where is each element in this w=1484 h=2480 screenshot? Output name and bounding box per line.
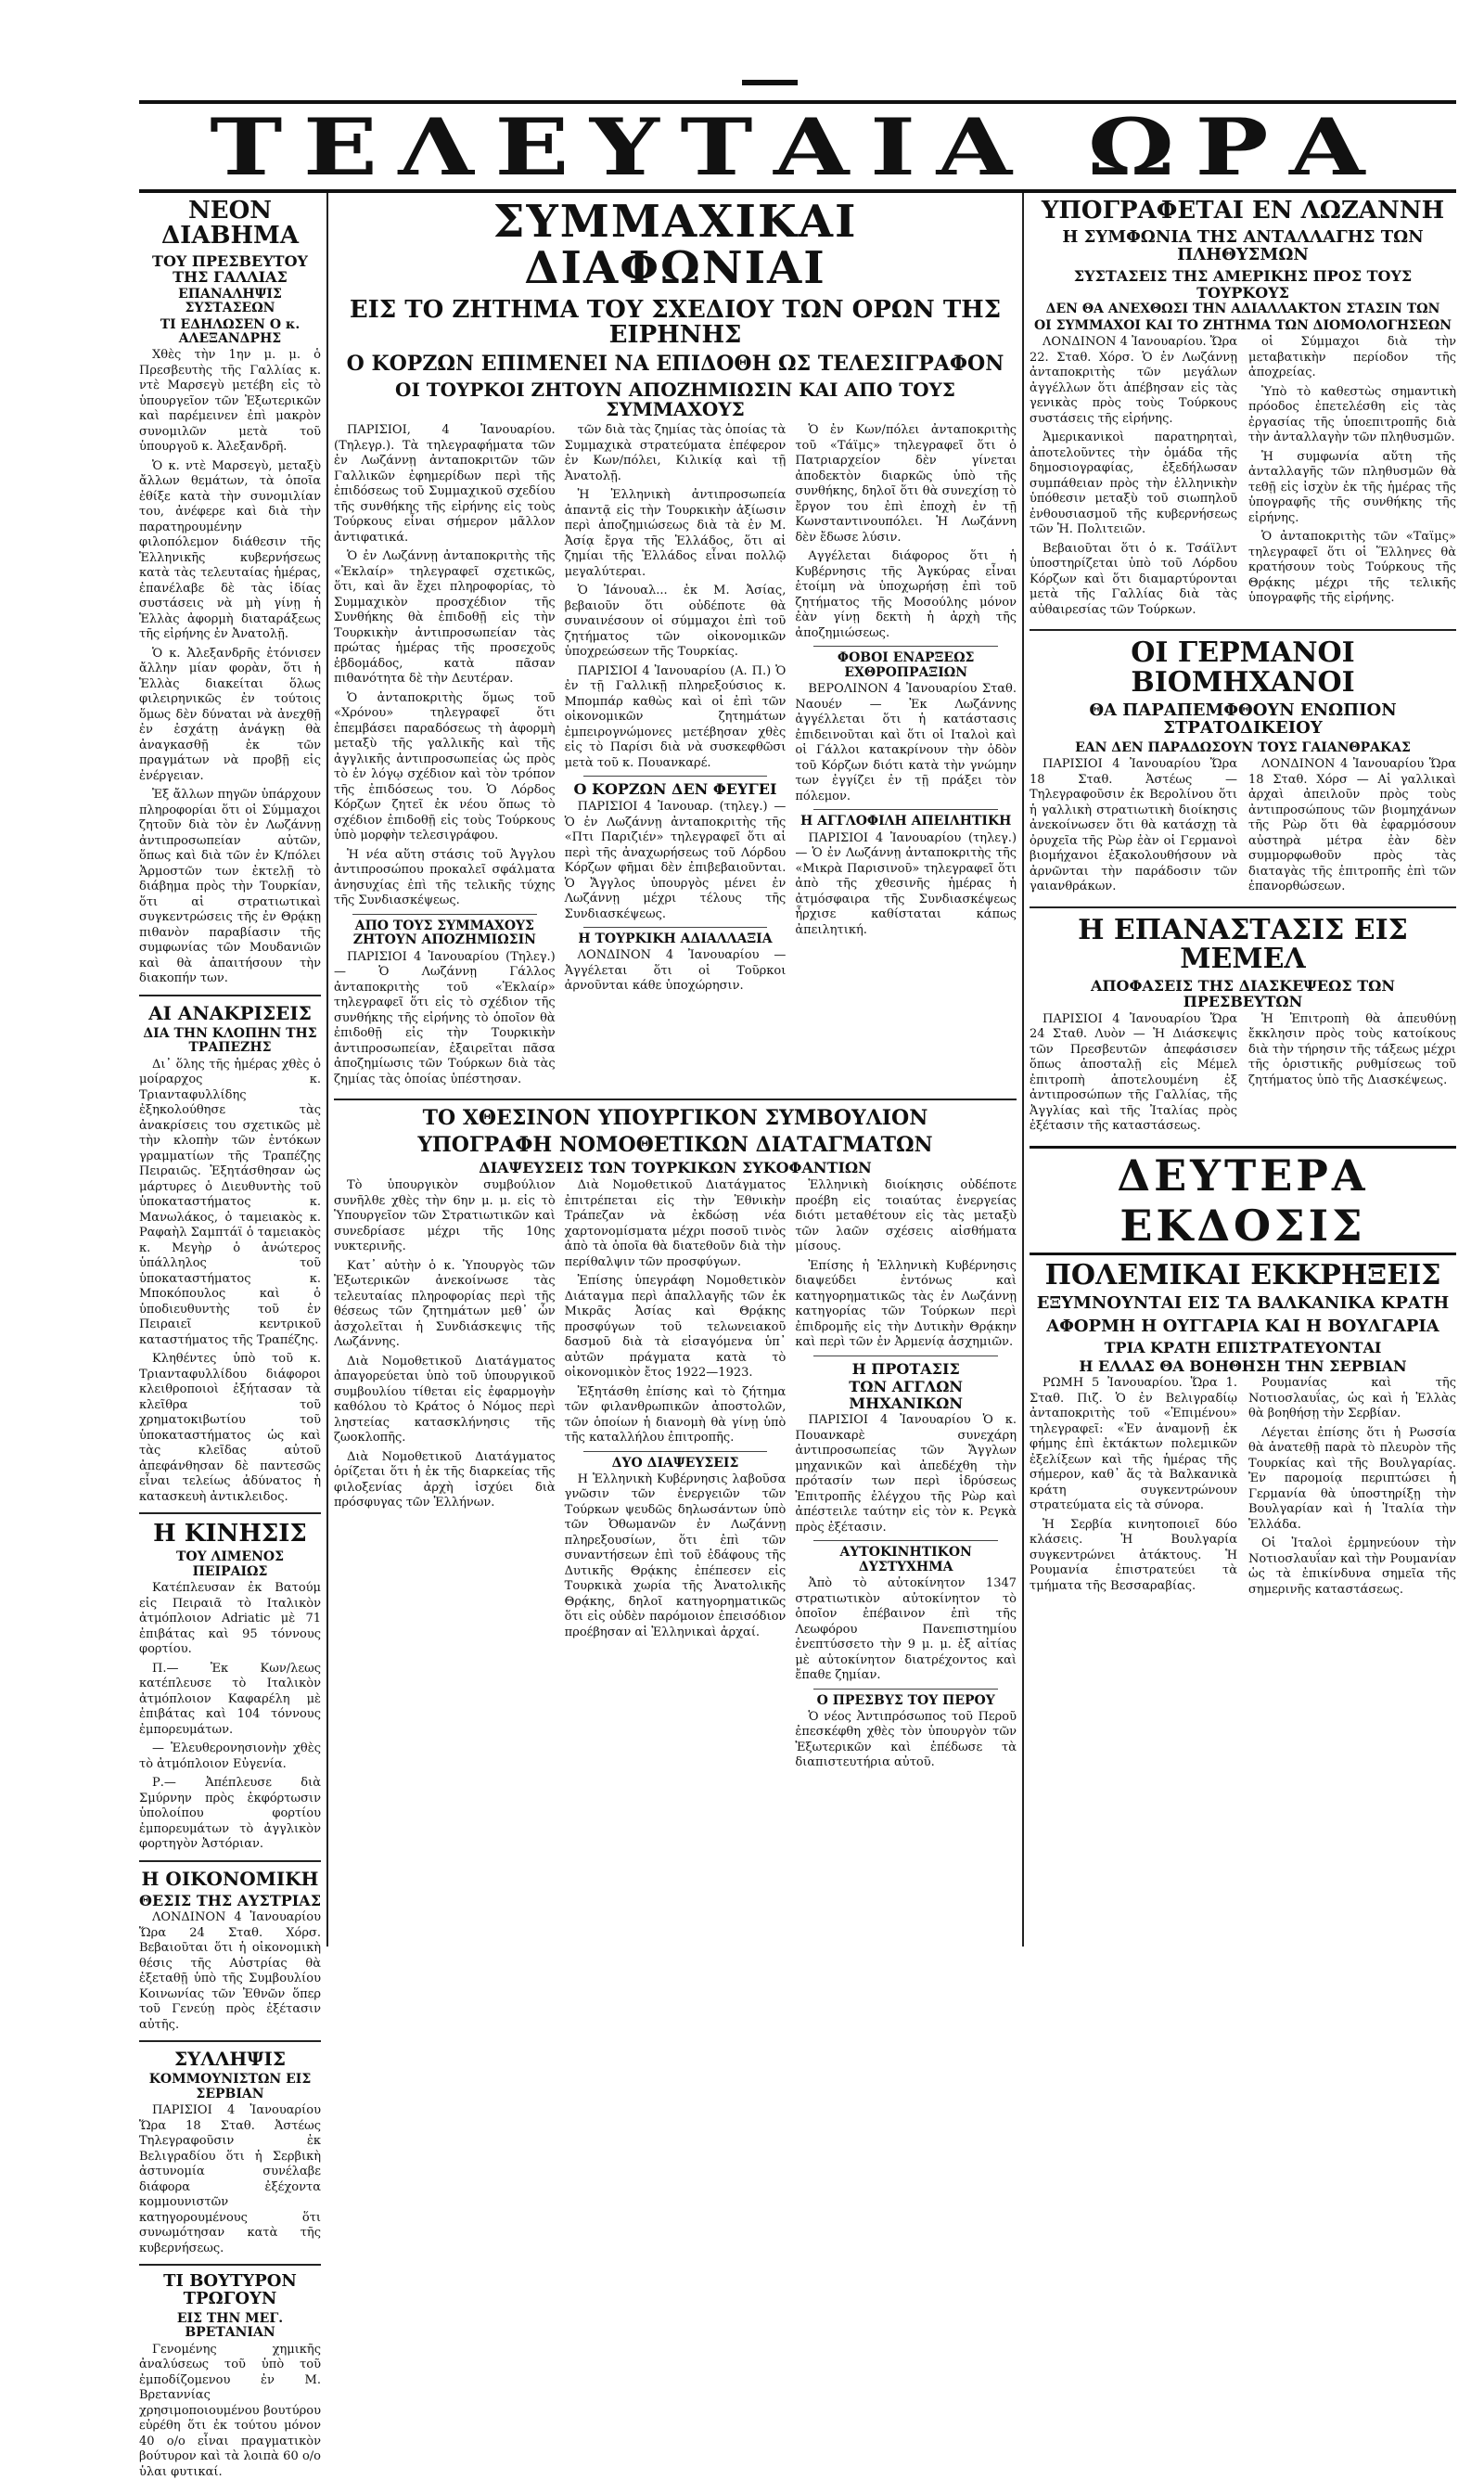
paragraph: Κατέπλευσαν ἐκ Βατούμ εἰς Πειραιᾶ τὸ Ιταλικὸν ἀτμόπλοιον Adriatic μὲ 71 ἐπιβάτας καὶ 95 τόννους φορτίου.: [139, 1581, 321, 1657]
subheadline: ΟΙ ΣΥΜΜΑΧΟΙ ΚΑΙ ΤΟ ΖΗΤΗΜΑ ΤΩΝ ΔΙΟΜΟΛΟΓΗΣΕΩΝ: [1033, 317, 1452, 333]
paragraph: ΠΑΡΙΣΙΟΙ 4 Ἰανουαρίου Ὥρα 18 Σταθ. Ἀστέως Τηλεγραφοῦσιν ἐκ Βελιγραδίου ὅτι ἡ Σερβικὴ ἀστυνομία συνέλαβε διάφορα ἐξέχοντα κομμουνιστῶν κατηγορουμένους ὅτι συνωμότησαν κατὰ τῆς κυβερνήσεως.: [139, 2103, 321, 2255]
headline: ΑΙ ΑΝΑΚΡΙΣΕΙΣ: [148, 1001, 312, 1024]
column-rule: [1022, 193, 1024, 1947]
paragraph: Γενομένης χημικῆς ἀναλύσεως τοῦ ὑπὸ τοῦ ἐμποδίζομενου ἐν Μ. Βρεταννίας χρησιμοποιουμένου βουτύρου εὑρέθη ὅτι ἐκ τούτου μόνον 40 ο/ο εἶναι πραγματικὸν βούτυρον καὶ τὰ λοιπὰ 60 ο/ο ὑλαι φυτικαί.: [139, 2342, 321, 2479]
paragraph: οἱ Σύμμαχοι διὰ τὴν μεταβατικὴν περίοδον τῆς ἀποχρείας.: [1248, 335, 1456, 380]
divider: [139, 1512, 321, 1514]
paragraph: Λέγεται ἐπίσης ὅτι ἡ Ρωσσία θὰ ἀνατεθῇ παρὰ τὸ πλευρὸν τῆς Τουρκίας καὶ τῆς Βουλγαρίας. Ἐν παρομοίᾳ περιπτώσει ἡ Γερμανία θὰ ὑποστηρίξῃ τὴν Βουλγαρίαν καὶ ἡ Ἰταλία τὴν Ἑλλάδα.: [1248, 1425, 1456, 1532]
subheadline: ΤΙ ΕΔΗΛΩΣΕΝ Ο κ. ΑΛΕΞΑΝΔΡΗΣ: [160, 316, 301, 346]
divider: [813, 1540, 998, 1541]
paragraph: Ὁ ἀνταποκριτὴς ὅμως τοῦ «Χρόνου» τηλεγραφεῖ ὅτι ἐπεμβάσει παραδόσεως τὴ ἀφορμὴ μεταξὺ τῆς γαλλικῆς καὶ τῆς ἀγγλικῆς ἀντιπροσωπείας ὡς πρὸς τὸ ἐν λόγῳ σχέδιον καὶ τὸν τρόπον τῆς ἐπιδόσεως του. Ὁ Λόρδος Κόρζων ζητεῖ ἐκ νέου ὅπως τὸ σχέδιον ἐπιδοθῇ εἰς τοὺς Τούρκους ὑπὸ μορφὴν τελεσιγράφου.: [334, 690, 556, 843]
paragraph: ΠΑΡΙΣΙΟΙ 4 Ἰανουαρ. (τηλεγ.) — Ὁ ἐν Λωζάννῃ ἀνταποκριτὴς τῆς «Πτι Παριζιέν» τηλεγραφεῖ ὅτι αἱ περὶ τῆς ἀναχωρήσεως τοῦ Λόρδου Κόρζων φῆμαι δὲν ἐπιβεβαιοῦνται. Ὁ Ἄγγλος ὑπουργὸς μένει ἐν Λωζάννῃ μέχρι τέλους τῆς Συνδιασκέψεως.: [564, 800, 787, 921]
paragraph: Κληθέντες ὑπὸ τοῦ κ. Τριανταφυλλίδου διάφοροι κλειθροποιοὶ ἐξήτασαν τὰ κλεῖθρα τοῦ χρηματοκιβωτίου τοῦ ὑποκαταστήματος ὡς καὶ τὰς κλεῖδας αὐτοῦ ἀπεφάνθησαν δὲ παντεσῶς εἶναι τελείως ἀδύνατος ἡ κατασκευὴ ἀντικλειδος.: [139, 1352, 321, 1504]
paragraph: Ὁ νέος Ἀντιπρόσωπος τοῦ Περοῦ ἐπεσκέφθη χθὲς τὸν ὑπουργὸν τῶν Ἐξωτερικῶν καὶ ἐπέδωσε τὰ διαπιστευτήρια αὐτοῦ.: [795, 1709, 1017, 1770]
divider: [334, 1099, 1017, 1100]
headline: ΟΙ ΓΕΡΜΑΝΟΙ ΒΙΟΜΗΧΑΝΟΙ: [1131, 636, 1355, 699]
paragraph: Ἀμερικανικοὶ παρατηρηταὶ, ἀποτελοῦντες τὴν ὁμάδα τῆς δημοσιογραφίας, ἐξεδήλωσαν συμπάθειαν πρὸς τὴν ἑλληνικὴν ὑπόθεσιν μεταξὺ τοῦ σιωπηλοῦ ἐνθουσιασμοῦ τῆς κυβερνήσεως τῶν Ἡ. Πολιτειῶν.: [1030, 430, 1237, 537]
paragraph: Ἐξ ἄλλων πηγῶν ὑπάρχουν πληροφορίαι ὅτι οἱ Σύμμαχοι ζητοῦν διὰ τὸν ἐν Λωζάννῃ ἀντιπροσωπείαν αὐτῶν, ὅπως καὶ διὰ τῶν ἐν Κ/πόλει Ἁρμοστῶν των ἐκτελῇ τὸ διάβημα πρὸς τὴν Τουρκίαν, ὅτι αἱ στρατιωτικαὶ συγκεντρώσεις τῆς ἐν Θρᾴκῃ πιθανὸν παραβίασιν τῆς συμφωνίας τῶν Μουδανιῶν καὶ θὰ ἀπαιτήσουν τὴν διακοπήν των.: [139, 788, 321, 986]
paragraph: ΠΑΡΙΣΙΟΙ 4 Ἰανουαρίου (Α. Π.) Ὁ ἐν τῇ Γαλλικῇ πληρεξούσιος κ. Μπομπάρ καθὼς καὶ οἱ ἐπὶ τῶν οἰκονομικῶν ζητημάτων ἐμπειρογνώμονες μετέβησαν χθὲς εἰς τὸ Παρίσι διὰ νὰ συσκεφθῶσι μετὰ τοῦ κ. Πουανκαρέ.: [564, 663, 787, 770]
paragraph: ΠΑΡΙΣΙΟΙ 4 Ἰανουαρίου Ὥρα 24 Σταθ. Λυὸν — Ἡ Διάσκεψις τῶν Πρεσβευτῶν ἀπεφάσισεν ὅπως ἀποσταλῇ εἰς Μέμελ ἐπιτροπὴ ἀποτελουμένη ἐξ ἀντιπροσώπων τῆς Γαλλίας, τῆς Ἀγγλίας καὶ τῆς Ἰταλίας πρὸς ἐξέτασιν τῆς καταστάσεως.: [1030, 1011, 1237, 1134]
divider: [139, 995, 321, 996]
paragraph: Ὁ ἐν Κων/πόλει ἀνταποκριτὴς τοῦ «Τάϊμς» τηλεγραφεῖ ὅτι ὁ Πατριαρχείον δὲν γίνεται ἀποδεκτὸν διαρκῶς ὑπὸ τῆς συνθήκης, δηλοῖ ὅτι θὰ συνεχίσῃ τὸ ἔργον του ἐπὶ ἐποχὴ ἐν τῇ Κωνσταντινουπόλει. Ἡ Λωζάννη δὲν ἔδωσε λύσιν.: [795, 423, 1017, 545]
headline: Η ΑΓΓΛΟΦΙΛΗ ΑΠΕΙΛΗΤΙΚΗ: [800, 814, 1012, 829]
paragraph: — Ἐλευθερονησιονὴν χθὲς τὸ ἀτμόπλοιον Εὐγενία.: [139, 1741, 321, 1771]
paragraph: Ἐπίσης ὑπεγράφη Νομοθετικὸν Διάταγμα περὶ ἀπαλλαγῆς τῶν ἐκ Μικρᾶς Ἀσίας καὶ Θρᾴκης προσφύγων τοῦ τελωνειακοῦ δασμοῦ διὰ τὰ εἰσαγόμενα ὑπ᾽ αὐτῶν πράγματα κατὰ τὸ οἰκονομικὸν ἔτος 1922—1923.: [564, 1274, 787, 1381]
lead-headline: ΣΥΜΜΑΧΙΚΑΙ ΔΙΑΦΩΝΙΑΙ: [493, 196, 858, 295]
divider: [583, 927, 768, 928]
paragraph: Ἡ Ἑλληνικὴ ἀντιπροσωπεία ἀπαντᾷ εἰς τὴν Τουρκικὴν ἀξίωσιν περὶ ἀποζημιώσεως διὰ τὰ ἐν Μ. Ἀσίᾳ ἔργα τῆς Ἑλλάδος, ὅτι αἱ ζημίαι τῆς Ἑλλάδος εἶναι πολλῷ μεγαλύτεραι.: [564, 488, 787, 579]
headline: ΤΟ ΧΘΕΣΙΝΟΝ ΥΠΟΥΡΓΙΚΟΝ ΣΥΜΒΟΥΛΙΟΝ: [422, 1106, 928, 1131]
right-column: [1030, 193, 1456, 1947]
paragraph: Διὰ Νομοθετικοῦ Διατάγματος ἐπιτρέπεται εἰς τὴν Ἐθνικὴν Τράπεζαν νὰ ἐκδώσῃ νέα χαρτονομίσματα μέχρι ποσοῦ τινὸς ἀπὸ τὰ ὁποῖα θὰ διατεθοῦν διὰ τὴν περίθαλψιν τῶν προσφύγων.: [564, 1178, 787, 1269]
paragraph: Ρουμανίας καὶ τῆς Νοτιοσλαυΐας, ὡς καὶ ἡ Ἑλλὰς θὰ βοηθήσῃ τὴν Σερβίαν.: [1248, 1376, 1456, 1421]
headline: Η ΠΡΟΤΑΣΙΣ: [851, 1359, 960, 1378]
divider: [583, 776, 768, 777]
paragraph: Δι᾽ ὅλης τῆς ἡμέρας χθὲς ὁ μοίραρχος κ. Τριανταφυλλίδης ἐξηκολούθησε τὰς ἀνακρίσεις του σχετικῶς μὲ τὴν κλοπὴν τῶν ἐντόκων γραμματίων τῆς Τραπέζης Πειραιῶς. Ἐξητάσθησαν ὡς μάρτυρες ὁ Διευθυντὴς τοῦ ὑποκαταστήματος κ. Μανωλάκος, ὁ ταμειακὸς κ. Ραφαὴλ Σαμπτάϊ ὁ ταμειακὸς κ. Μεγὴρ ὁ ἀνώτερος ὑπάλληλος τοῦ ὑποκαταστήματος κ. Μποκόπουλος καὶ ὁ ὑποδιευθυντὴς τοῦ ἐν Πειραιεῖ κεντρικοῦ καταστήματος τῆς Τραπέζης.: [139, 1057, 321, 1347]
paragraph: ΒΕΡΟΛΙΝΟΝ 4 Ἰανουαρίου Σταθ. Ναουέν — Ἐκ Λωζάννης ἀγγέλλεται ὅτι ἡ κατάστασις ἐπιδεινοῦται καὶ ὅτι οἱ Ιταλοὶ καὶ οἱ Γάλλοι κατακρίνουν τὴν ὁδὸν τοῦ Κόρζων διότι κατὰ τὴν γνώμην των ἐγγίζει ἐν τῇ πράξει τὸν πόλεμον.: [795, 682, 1017, 803]
subheadline: ΑΠΟΦΑΣΕΙΣ ΤΗΣ ΔΙΑΣΚΕΨΕΩΣ ΤΩΝ ΠΡΕΣΒΕΥΤΩΝ: [1090, 976, 1396, 1011]
subheadline: ΚΟΜΜΟΥΝΙΣΤΩΝ ΕΙΣ ΣΕΡΒΙΑΝ: [148, 2072, 312, 2101]
paragraph: Ὁ κ. ντὲ Μαρσεγὺ, μεταξὺ ἄλλων θεμάτων, τὰ ὁποῖα ἐθίξε κατὰ τὴν συνομιλίαν του, ἀνέφερε καὶ διὰ τὴν παρατηρουμένην φιλοπόλεμον διάθεσιν τῆς Ἑλληνικῆς κυβερνήσεως κατὰ τὰς τελευταίας ἡμέρας, ἐπανέλαβε δὲ τὰς ἰδίας συστάσεις νὰ μὴ γίνῃ ἡ Ἑλλὰς ἀφορμὴ διαταράξεως τῆς εἰρήνης ἐν Ἀνατολῇ.: [139, 458, 321, 642]
divider: [583, 1451, 768, 1452]
story-body: [1030, 1376, 1456, 1601]
divider: [813, 646, 998, 647]
subheadline: ΤΟΥ ΠΡΕΣΒΕΥΤΟΥ ΤΗΣ ΓΑΛΛΙΑΣ: [152, 251, 308, 287]
paragraph: ΛΟΝΔΙΝΟΝ 4 Ἰανουαρίου — Ἀγγέλεται ὅτι οἱ Τοῦρκοι ἀρνοῦνται κάθε ὑποχώρησιν.: [564, 948, 787, 994]
lead-story-body: [334, 423, 1017, 1091]
council-story-body: [334, 1178, 1017, 1775]
subheadline: ΕΙΣ ΤΗΝ ΜΕΓ. ΒΡΕΤΑΝΙΑΝ: [176, 2310, 284, 2341]
headline: Η ΚΙΝΗΣΙΣ: [153, 1520, 307, 1548]
headline: ΥΠΟΓΡΑΦΕΤΑΙ ΕΝ ΛΩΖΑΝΝΗ: [1041, 197, 1445, 225]
headline: Η ΟΙΚΟΝΟΜΙΚΗ: [141, 1867, 319, 1890]
paragraph: Ἡ νέα αὕτη στάσις τοῦ Ἀγγλου ἀντιπροσώπου προκαλεῖ σφάλματα ἀνησυχίας ἐπὶ τῆς τελικῆς τύχης τῆς Συνδιασκέψεως.: [334, 847, 556, 908]
divider: [139, 2264, 321, 2266]
paragraph: Π.— Ἐκ Κων/λεως κατέπλευσε τὸ Ιταλικὸν ἀτμόπλοιον Καφαρέλη μὲ ἐπιβάτας καὶ 104 τόννους ἐμπορευμάτων.: [139, 1661, 321, 1737]
subheadline: ΘΑ ΠΑΡΑΠΕΜΦΘΟΥΝ ΕΝΩΠΙΟΝ ΣΤΡΑΤΟΔΙΚΕΙΟΥ: [1089, 700, 1397, 738]
newspaper-title: ΤΕΛΕΥΤΑΙΑ ΩΡΑ: [210, 100, 1386, 193]
subheadline: ΤΡΙΑ ΚΡΑΤΗ ΕΠΙΣΤΡΑΤΕΥΟΝΤΑΙ: [1104, 1339, 1382, 1357]
paragraph: Διὰ Νομοθετικοῦ Διατάγματος ὁρίζεται ὅτι ἡ ἐκ τῆς διαρκείας τῆς φιλοξενίας ἀρχὴ ἰσχύει διὰ πρόσφυγας τῶν Ἑλλήνων.: [334, 1449, 556, 1510]
subheadline: ΤΟΥ ΛΙΜΕΝΟΣ ΠΕΙΡΑΙΩΣ: [176, 1549, 284, 1579]
paragraph: Ἀπὸ τὸ αὐτοκίνητον 1347 στρατιωτικὸν αὐτοκίνητον τὸ ὁποῖον ἐπέβαινον ἐπὶ τῆς Λεωφόρου Πανεπιστημίου ἐνεπτύσσετο τὴν 9 μ. μ. ἐξ αἰτίας μὲ αὐτοκίνητον διατρέχοντος καὶ ἔπαθε ζημίαν.: [795, 1576, 1017, 1683]
divider: [352, 914, 537, 915]
paragraph: Ἡ Ἐπιτροπὴ θὰ ἀπευθύνῃ ἔκκλησιν πρὸς τοὺς κατοίκους διὰ τὴν τήρησιν τῆς τάξεως μέχρι τῆς ὁριστικῆς ρυθμίσεως τοῦ ζητήματος ὑπὸ τῆς Διασκέψεως.: [1248, 1011, 1456, 1087]
divider: [813, 809, 998, 810]
subheadline: ΑΦΟΡΜΗ Η ΟΥΓΓΑΡΙΑ ΚΑΙ Η ΒΟΥΛΓΑΡΙΑ: [1046, 1317, 1439, 1337]
headline: ΣΥΛΛΗΨΙΣ: [173, 2048, 287, 2071]
paragraph: Ὁ ἐν Λωζάννῃ ἀνταποκριτὴς τῆς «Ἐκλαίρ» τηλεγραφεῖ σχετικῶς, ὅτι, καὶ ἂν ἔχει πληροφορίας, τὸ Συμμαχικὸν προσχέδιον τῆς Συνθήκης θὰ ἐπιδοθῇ εἰς τὴν Τουρκικὴν ἀντιπροσωπείαν τὰς πρώτας ἡμέρας τῆς προσεχοῦς ἑβδομάδος, κατὰ πᾶσαν πιθανότητα δὲ τὴν Δευτέραν.: [334, 549, 556, 687]
paragraph: Η Ἑλληνικὴ Κυβέρνησις λαβοῦσα γνῶσιν τῶν ἐνεργειῶν τῶν Τούρκων ψευδῶς δηλωσάντων ὑπὸ τῶν Ὀθωμανῶν ἐν Λωζάννῃ πληρεξουσίων, ὅτι ἐπὶ τῶν συναντήσεων ἐπὶ τοῦ ἐδάφους τῆς Δυτικῆς Θρᾴκης ἐπέπεσεν εἰς Τουρκικὰ χωρία τῆς Ἀνατολικῆς Θρᾴκης, δηλοῖ κατηγορηματικῶς ὅτι εἰς οὐδὲν παρόμοιον ἐπεισόδιον προέβησαν αἱ Ἑλληνικαὶ ἀρχαί.: [564, 1471, 787, 1639]
headline: ΠΟΛΕΜΙΚΑΙ ΕΚΚΡΗΞΕΙΣ: [1044, 1258, 1441, 1291]
paragraph: Ἡ συμφωνία αὕτη τῆς ἀνταλλαγῆς τῶν πληθυσμῶν θὰ τεθῇ εἰς ἰσχὺν ἐκ τῆς ἡμέρας τῆς ὑπογραφῆς τῆς συνθήκης τῆς εἰρήνης.: [1248, 449, 1456, 525]
paragraph: ΛΟΝΔΙΝΟΝ 4 Ἰανουαρίου Ὥρα 24 Σταθ. Χόρσ. Βεβαιοῦται ὅτι ἡ οἰκονομικὴ θέσις τῆς Αὐστρίας θὰ ἐξεταθῇ ὑπὸ τῆς Συμβουλίου Κοινωνίας τῶν Ἐθνῶν ὅπερ τοῦ Γενεύῃ πρὸς ἐξέτασιν αὐτῆς.: [139, 1910, 321, 2032]
headline: ΔΥΟ ΔΙΑΨΕΥΣΕΙΣ: [611, 1455, 739, 1471]
subheadline: ΤΩΝ ΑΓΓΛΩΝ ΜΗΧΑΝΙΚΩΝ: [849, 1378, 964, 1412]
story-body: [1030, 757, 1456, 899]
paragraph: Οἱ Ἰταλοὶ ἐρμηνεύουν τὴν Νοτιοσλαυΐαν καὶ τὴν Ρουμανίαν ὡς τὰ ἐπικίνδυνα σημεῖα τῆς σημερινῆς καταστάσεως.: [1248, 1536, 1456, 1597]
headline: ΑΠΟ ΤΟΥΣ ΣΥΜΜΑΧΟΥΣ ΖΗΤΟΥΝ ΑΠΟΖΗΜΙΩΣΙΝ: [352, 918, 536, 948]
paragraph: ΡΩΜΗ 5 Ἰανουαρίου. Ὥρα 1. Σταθ. Πιζ. Ὁ ἐν Βελιγραδίῳ ἀνταποκριτὴς τοῦ «Ἐπιμένου» τηλεγραφεῖ: «Ἐν ἀναμονῇ ἐκ φήμης ἐπὶ ἐκτάκτων πολεμικῶν ἐξελίξεων καὶ τῆς ἡμέρας τῆς σήμερον, καθ᾽ ἅς τὰ Βαλκανικὰ κράτη συγκεντρώνουν στρατεύματα εἰς τὰ σύνορα.: [1030, 1376, 1237, 1513]
paragraph: ΛΟΝΔΙΝΟΝ 4 Ἰανουαρίου. Ὥρα 22. Σταθ. Χόρσ. Ὁ ἐν Λωζάννῃ ἀνταποκριτὴς τῶν μεγάλων ἀγγέλλων ὅτι ἀπέβησαν εἰς τὰς γενικὰς πρὸς τοὺς Τούρκους συστάσεις τῆς εἰρήνης.: [1030, 335, 1237, 426]
paragraph: Ἐξητάσθη ἐπίσης καὶ τὸ ζήτημα τῶν φιλανθρωπικῶν ἀποστολῶν, τῶν ὁποίων ἡ διανομὴ θὰ γίνῃ ὑπὸ τῆς καταλλήλου ἐπιτροπῆς.: [564, 1384, 787, 1446]
divider: [1030, 906, 1456, 908]
subheadline: ΔΙΑ ΤΗΝ ΚΛΟΠΗΝ ΤΗΣ ΤΡΑΠΕΖΗΣ: [143, 1025, 317, 1056]
center-column: [334, 193, 1017, 1947]
masthead: [139, 100, 1456, 193]
left-column: [139, 193, 322, 2479]
subheadline: ΕΠΑΝΑΛΗΨΙΣ ΣΥΣΤΑΣΕΩΝ: [178, 286, 282, 316]
paragraph: Κατ᾽ αὐτὴν ὁ κ. Ὑπουργὸς τῶν Ἐξωτερικῶν ἀνεκοίνωσε τὰς τελευταίας πληροφορίας περὶ τῆς θέσεως τῶν ζητημάτων μεθ᾽ ὧν ἀσχολεῖται ἡ Συνδιάσκεψις τῆς Λωζάννης.: [334, 1258, 556, 1350]
paragraph: Διὰ Νομοθετικοῦ Διατάγματος ἀπαγορεύεται ὑπὸ τοῦ ὑπουργικοῦ συμβουλίου τίθεται εἰς ἐφαρμογὴν καθόλου τὸ Κράτος ὁ Νόμος περὶ ληστείας κατασκλήνησις τῆς ζωοκλοπῆς.: [334, 1354, 556, 1446]
paragraph: Ὁ ἀνταποκριτὴς τῶν «Ταϊμς» τηλεγραφεῖ ὅτι οἱ Ἕλληνες θὰ κρατήσουν τοὺς Τούρκους τῆς Θρᾴκης μέχρι τῆς τελικῆς ὑπογραφῆς τῆς εἰρήνης.: [1248, 530, 1456, 606]
subheadline: Ο ΚΟΡΖΩΝ ΕΠΙΜΕΝΕΙ ΝΑ ΕΠΙΔΟΘΗ ΩΣ ΤΕΛΕΣΙΓΡΑΦΟΝ: [346, 352, 1004, 377]
subheadline: ΟΙ ΤΟΥΡΚΟΙ ΖΗΤΟΥΝ ΑΠΟΖΗΜΙΩΣΙΝ ΚΑΙ ΑΠΟ ΤΟΥΣ ΣΥΜΜΑΧΟΥΣ: [395, 379, 955, 421]
paragraph: Ὁ κ. Ἀλεξανδρῆς ἐτόνισεν ἄλλην μίαν φορὰν, ὅτι ἡ Ἑλλὰς διακείται ὅλως φιλειρηνικῶς ἐν τούτοις ὅμως δὲν δύναται νὰ ἀνεχθῇ ἐν ἐσχάτῃ ἀνάγκῃ θὰ ἀναγκασθῇ ἐκ τῶν πραγμάτων νὰ προβῇ εἰς ἐνέργειαν.: [139, 646, 321, 783]
paragraph: Αγγέλεται διάφορος ὅτι ἡ Κυβέρνησις τῆς Ἀγκύρας εἶναι ἑτοίμη νὰ ὑποχωρήσῃ ἐπὶ τοῦ ζητήματος τῆς Μοσούλης μόνον ἐὰν γίνῃ δεκτὴ ἡ ἀρχὴ τῆς ἀποζημιώσεως.: [795, 549, 1017, 640]
paragraph: Ἐπίσης ἡ Ἑλληνικὴ Κυβέρνησις διαψεύδει ἐντόνως καὶ κατηγορηματικῶς τὰς ἐν Λωζάννῃ κατηγορίας τῶν Τούρκων περὶ ἐπιδρομῆς εἰς τὴν Δυτικὴν Θρᾴκην καὶ περὶ τῶν ἐν Ἀρμενίᾳ ἀσχημιῶν.: [795, 1258, 1017, 1350]
subheadline: ΕΙΣ ΤΟ ΖΗΤΗΜΑ ΤΟΥ ΣΧΕΔΙΟΥ ΤΩΝ ΟΡΩΝ ΤΗΣ ΕΙΡΗΝΗΣ: [349, 295, 1002, 350]
paragraph: Ἑλληνικὴ διοίκησις οὐδέποτε προέβη εἰς τοιαύτας ἐνεργείας διότι μεταθέτουν εἰς τὰς μεταξὺ τῶν λαῶν σχέσεις αἰσθήματα μίσους.: [795, 1178, 1017, 1254]
paragraph: Χθὲς τὴν 1ην μ. μ. ὁ Πρεσβευτὴς τῆς Γαλλίας κ. ντὲ Μαρσεγὺ μετέβη εἰς τὸ ὑπουργεῖον τῶν Ἐξωτερικῶν καὶ παρέμεινεν ἐπὶ μακρὸν συνομιλῶν μετὰ τοῦ ὑπουργοῦ κ. Ἀλεξανδρῆ.: [139, 348, 321, 455]
subheadline: ΔΕΝ ΘΑ ΑΝΕΧΘΩΣΙ ΤΗΝ ΑΔΙΑΛΛΑΚΤΟΝ ΣΤΑΣΙΝ ΤΩΝ: [1045, 302, 1440, 317]
paragraph: τῶν διὰ τὰς ζημίας τὰς ὁποίας τὰ Συμμαχικὰ στρατεύματα ἐπέφερον ἐν Κων/πόλει, Κιλικίᾳ καὶ τῇ Ἀνατολῇ.: [564, 423, 787, 483]
divider: [139, 2040, 321, 2042]
story-body: [1030, 335, 1456, 622]
headline: Ο ΠΡΕΣΒΥΣ ΤΟΥ ΠΕΡΟΥ: [816, 1692, 995, 1708]
subheadline: ΘΕΣΙΣ ΤΗΣ ΑΥΣΤΡΙΑΣ: [139, 1891, 322, 1909]
subheadline: Η ΕΛΛΑΣ ΘΑ ΒΟΗΘΗΣΗ ΤΗΝ ΣΕΡΒΙΑΝ: [1079, 1356, 1407, 1375]
top-ornament: [742, 80, 798, 85]
headline: ΦΟΒΟΙ ΕΝΑΡΞΕΩΣ ΕΧΘΡΟΠΡΑΞΙΩΝ: [837, 650, 975, 680]
subheadline: ΥΠΟΓΡΑΦΗ ΝΟΜΟΘΕΤΙΚΩΝ ΔΙΑΤΑΓΜΑΤΩΝ: [417, 1133, 933, 1158]
paragraph: Ἡ Σερβία κινητοποιεῖ δύο κλάσεις. Ἡ Βουλγαρία συγκεντρώνει ἀτάκτους. Ἡ Ρουμανία ἐπιστρατεύει τὰ τμήματα τῆς Βεσσαραβίας.: [1030, 1517, 1237, 1593]
paragraph: Βεβαιοῦται ὅτι ὁ κ. Τσάϊλντ ὑποστηρίζεται ὑπὸ τοῦ Λόρδου Κόρζων καὶ ὅτι διαμαρτύρονται μετὰ τῆς Γαλλίας διὰ τὰς αὐθαιρεσίας τῶν Τούρκων.: [1030, 541, 1237, 617]
column-rule: [326, 193, 328, 1947]
headline: Η ΤΟΥΡΚΙΚΗ ΑΔΙΑΛΛΑΞΙΑ: [578, 932, 773, 947]
paragraph: ΠΑΡΙΣΙΟΙ, 4 Ἰανουαρίου. (Τηλεγρ.). Τὰ τηλεγραφήματα τῶν ἐν Λωζάννῃ ἀνταποκριτῶν τῶν Γαλλικῶν ἐφημερίδων περὶ τῆς ἐπιδόσεως τοῦ Συμμαχικοῦ σχεδίου τῆς συνθήκης τῆς εἰρήνης εἰς τοὺς Τούρκους εἶναι σήμερον μᾶλλον ἀντιφατικά.: [334, 423, 556, 545]
paragraph: ΠΑΡΙΣΙΟΙ 4 Ἰανουαρίου Ὥρα 18 Σταθ. Ἀστέως — Τηλεγραφοῦσιν ἐκ Βερολίνου ὅτι ἡ γαλλικὴ στρατιωτικὴ διοίκησις ἀνεκοίνωσεν ὅτι θὰ κατάσχῃ τὰ ὀρυχεῖα τῆς Ρὼρ ἐὰν οἱ Γερμανοὶ βιομήχανοι ἐξακολουθήσουν νὰ ἀρνῶνται τὴν παράδοσιν τῶν γαιανθράκων.: [1030, 757, 1237, 894]
headline: ΤΙ ΒΟΥΤΥΡΟΝ ΤΡΩΓΟΥΝ: [163, 2271, 297, 2308]
headline: ΝΕΟΝ ΔΙΑΒΗΜΑ: [160, 197, 299, 251]
divider: [139, 1860, 321, 1862]
subheadline: ΕΑΝ ΔΕΝ ΠΑΡΑΔΩΣΟΥΝ ΤΟΥΣ ΓΑΙΑΝΘΡΑΚΑΣ: [1075, 739, 1411, 755]
paragraph: Ρ.— Ἀπέπλευσε διὰ Σμύρνην πρὸς ἐκφόρτωσιν ὑπολοίπου φορτίου ἐμπορευμάτων τὸ ἀγγλικὸν φορτηγὸν Ἀστόριαν.: [139, 1776, 321, 1852]
divider: [1030, 629, 1456, 631]
subheadline: ΕΞΥΜΝΟΥΝΤΑΙ ΕΙΣ ΤΑ ΒΑΛΚΑΝΙΚΑ ΚΡΑΤΗ: [1036, 1293, 1450, 1314]
subheadline: ΣΥΣΤΑΣΕΙΣ ΤΗΣ ΑΜΕΡΙΚΗΣ ΠΡΟΣ ΤΟΥΣ ΤΟΥΡΚΟΥΣ: [1073, 267, 1413, 302]
headline: Ο ΚΟΡΖΩΝ ΔΕΝ ΦΕΥΓΕΙ: [573, 780, 777, 799]
subheadline: Η ΣΥΜΦΩΝΙΑ ΤΗΣ ΑΝΤΑΛΛΑΓΗΣ ΤΩΝ ΠΛΗΘΥΣΜΩΝ: [1062, 227, 1424, 265]
paragraph: ΠΑΡΙΣΙΟΙ 4 Ἰανουαρίου (Τηλεγ.) — Ὁ Λωζάννῃ Γάλλος ἀνταποκριτὴς τοῦ «Ἐκλαίρ» τηλεγραφεῖ ὅτι εἰς τὸ σχέδιον τῆς συνθήκης τῆς εἰρήνης τὸ ὁποῖον θὰ ἐπιδοθῇ εἰς τὴν Τουρκικὴν ἀντιπροσωπείαν, ἐξαιρεῖται πᾶσα ἀποζημίωσις τῶν Τούρκων διὰ τὰς ζημίας τὰς ὁποίας ὑπέστησαν.: [334, 949, 556, 1086]
second-edition-banner: ΔΕΥΤΕΡΑ ΕΚΔΟΣΙΣ: [1030, 1146, 1456, 1255]
story-body: [1030, 1012, 1456, 1138]
paragraph: Ὑπὸ τὸ καθεστὼς σημαντικὴ πρόοδος ἐπετελέσθη εἰς τὰς ἐργασίας τῆς ὑποεπιτροπῆς διὰ τὴν ἀνταλλαγὴν τῶν πληθυσμῶν.: [1248, 384, 1456, 445]
paragraph: ΠΑΡΙΣΙΟΙ 4 Ἰανουαρίου (τηλεγ.) — Ὁ ἐν Λωζάννῃ ἀνταποκριτὴς τῆς «Μικρὰ Παρισινοῦ» τηλεγραφεῖ ὅτι ἀπὸ τῆς χθεσινῆς ἡμέρας ἡ ἀτμόσφαιρα τῆς Συνδιασκέψεως ἦρχισε καθίσταται κάπως ἀπειλητική.: [795, 830, 1017, 937]
paragraph: Τὸ ὑπουργικὸν συμβούλιον συνῆλθε χθὲς τὴν 6ην μ. μ. εἰς τὸ Ὑπουργεῖον τῶν Στρατιωτικῶν καὶ συνεδρίασε μέχρι τῆς 10ης νυκτερινῆς.: [334, 1178, 556, 1254]
paragraph: Ὁ Ἰάνουαλ... ἐκ Μ. Ἀσίας, βεβαιοῦν ὅτι οὐδέποτε θὰ συναινέσουν οἱ σύμμαχοι ἐπὶ τοῦ ζητήματος τῶν οἰκονομικῶν ὑποχρεώσεων τῆς Τουρκίας.: [564, 584, 787, 660]
headline: ΑΥΤΟΚΙΝΗΤΙΚΟΝ ΔΥΣΤΥΧΗΜΑ: [839, 1545, 972, 1574]
subheadline: ΔΙΑΨΕΥΣΕΙΣ ΤΩΝ ΤΟΥΡΚΙΚΩΝ ΣΥΚΟΦΑΝΤΙΩΝ: [479, 1159, 872, 1177]
paragraph: ΛΟΝΔΙΝΟΝ 4 Ἰανουαρίου Ὥρα 18 Σταθ. Χόρσ — Αἱ γαλλικαὶ ἀρχαὶ ἀπειλοῦν πρὸς τοὺς ἀντιπροσώπους τῶν βιομηχάνων τῆς Ρὼρ ὅτι θὰ ἐφαρμόσουν αὐστηρὰ μέτρα ἐὰν δὲν συμμορφωθοῦν πρὸς τὰς διαταγὰς τῆς ἐπιτροπῆς ἐπὶ τῶν ἐπανορθώσεων.: [1248, 757, 1456, 894]
paragraph: ΠΑΡΙΣΙΟΙ 4 Ἰανουαρίου Ὁ κ. Πουανκαρὲ συνεχάρη ἀντιπροσωπείας τῶν Ἄγγλων μηχανικῶν καὶ ἀπεδέχθη τὴν πρότασίν των περὶ ἱδρύσεως Ἐπιτροπῆς ἐλέγχου τῆς Ρὼρ καὶ ἀπέστειλε ταύτην εἰς τὸν κ. Ρεγκὰ πρὸς ἐξέτασιν.: [795, 1413, 1017, 1535]
headline: Η ΕΠΑΝΑΣΤΑΣΙΣ ΕΙΣ ΜΕΜΕΛ: [1078, 913, 1408, 976]
divider: [813, 1689, 998, 1690]
